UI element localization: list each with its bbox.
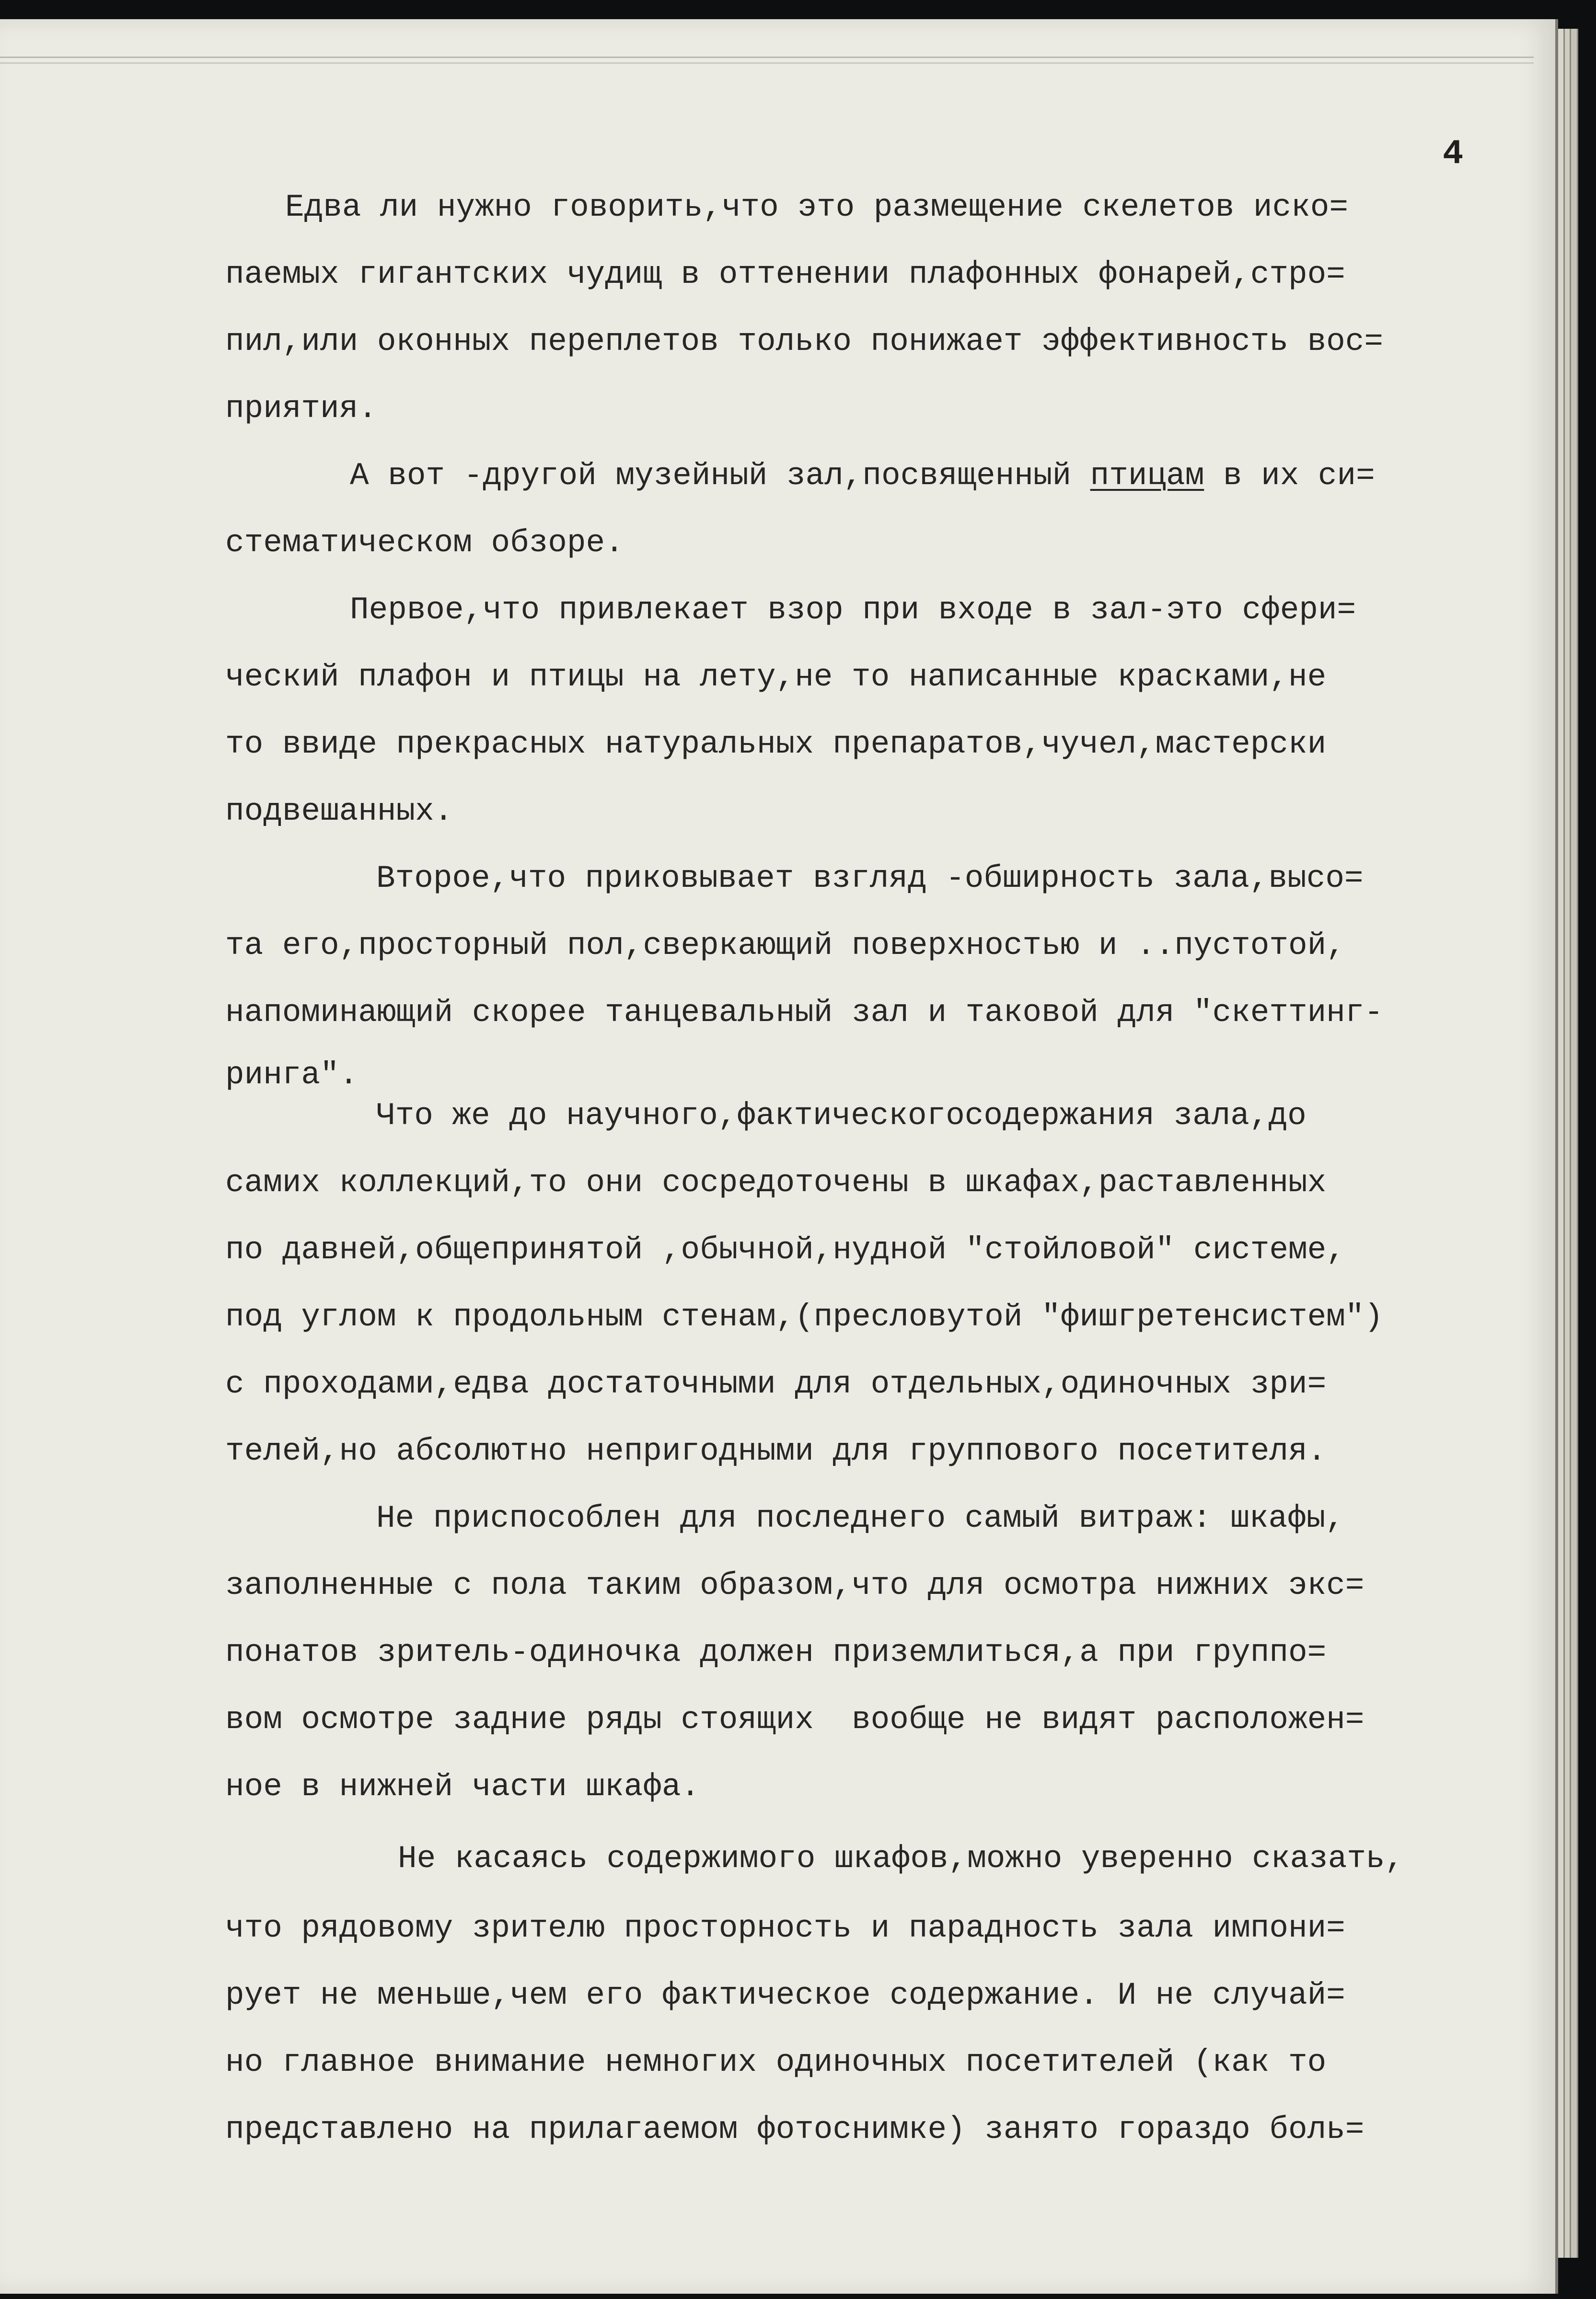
text-line: Второе,что приковывает взгляд -обширность зала,высо= [376, 860, 1364, 896]
text-line: представлено на прилагаемом фотоснимке) занято гораздо боль= [225, 2112, 1365, 2148]
text-line: напоминающий скорее танцевальный зал и таковой для "скеттинг- [225, 995, 1383, 1031]
text-line: Первое,что привлекает взор при входе в зал-это сфери= [350, 592, 1356, 628]
text-line: понатов зритель-одиночка должен приземлиться,а при группо= [225, 1635, 1327, 1671]
text-line: с проходами,едва достаточными для отдельных,одиночных зри= [225, 1366, 1327, 1402]
text-line: Едва ли нужно говорить,что это размещение скелетов иско= [285, 189, 1348, 225]
text-line [350, 458, 1375, 494]
text-line: приятия. [225, 391, 377, 427]
text-line: стематическом обзоре. [225, 525, 624, 561]
text-line: заполненные с пола таким образом,что для осмотра нижних экс= [225, 1568, 1365, 1603]
text-segment: в их си= [1204, 458, 1375, 494]
page-number: 4 [1443, 134, 1464, 174]
text-line: Не приспособлен для последнего самый витраж: шкафы, [376, 1500, 1344, 1536]
text-line: самих коллекций,то они сосредоточены в шкафах,раставленных [225, 1165, 1327, 1201]
text-line: ное в нижней части шкафа. [225, 1769, 700, 1805]
page-top-rule [0, 62, 1534, 64]
text-line: Что же до научного,фактическогосодержания зала,до [376, 1098, 1307, 1134]
text-line: подвешанных. [225, 793, 453, 829]
text-line: вом осмотре задние ряды стоящих вообще не видят расположен= [225, 1702, 1365, 1738]
text-line: пил,или оконных переплетов только понижает эффективность вос= [225, 324, 1383, 360]
page-top-rule [0, 57, 1534, 58]
text-line: ринга". [225, 1057, 359, 1093]
text-line: ческий плафон и птицы на лету,не то написанные красками,не [225, 659, 1327, 695]
text-line: по давней,общепринятой ,обычной,нудной "стойловой" системе, [225, 1232, 1345, 1268]
text-line: под углом к продольным стенам,(пресловутой "фишгретенсистем") [225, 1299, 1383, 1335]
text-line: телей,но абсолютно непригодными для группового посетителя. [225, 1433, 1327, 1469]
text-line: Не касаясь содержимого шкафов,можно уверенно сказать, [398, 1841, 1404, 1877]
text-line: что рядовому зрителю просторность и парадность зала импони= [225, 1910, 1345, 1946]
text-line: паемых гигантских чудищ в оттенении плафонных фонарей,стро= [225, 256, 1345, 292]
text-line: та его,просторный пол,сверкающий поверхностью и ..пустотой, [225, 928, 1345, 964]
text-line: то ввиде прекрасных натуральных препаратов,чучел,мастерски [225, 726, 1327, 762]
typewritten-page [0, 19, 1558, 2294]
text-line: но главное внимание немногих одиночных посетителей (как то [225, 2044, 1327, 2080]
underlined-word: птицам [1090, 458, 1204, 494]
text-segment: А вот -другой музейный зал,посвященный [350, 458, 1090, 494]
text-line: рует не меньше,чем его фактическое содержание. И не случай= [225, 1977, 1345, 2013]
